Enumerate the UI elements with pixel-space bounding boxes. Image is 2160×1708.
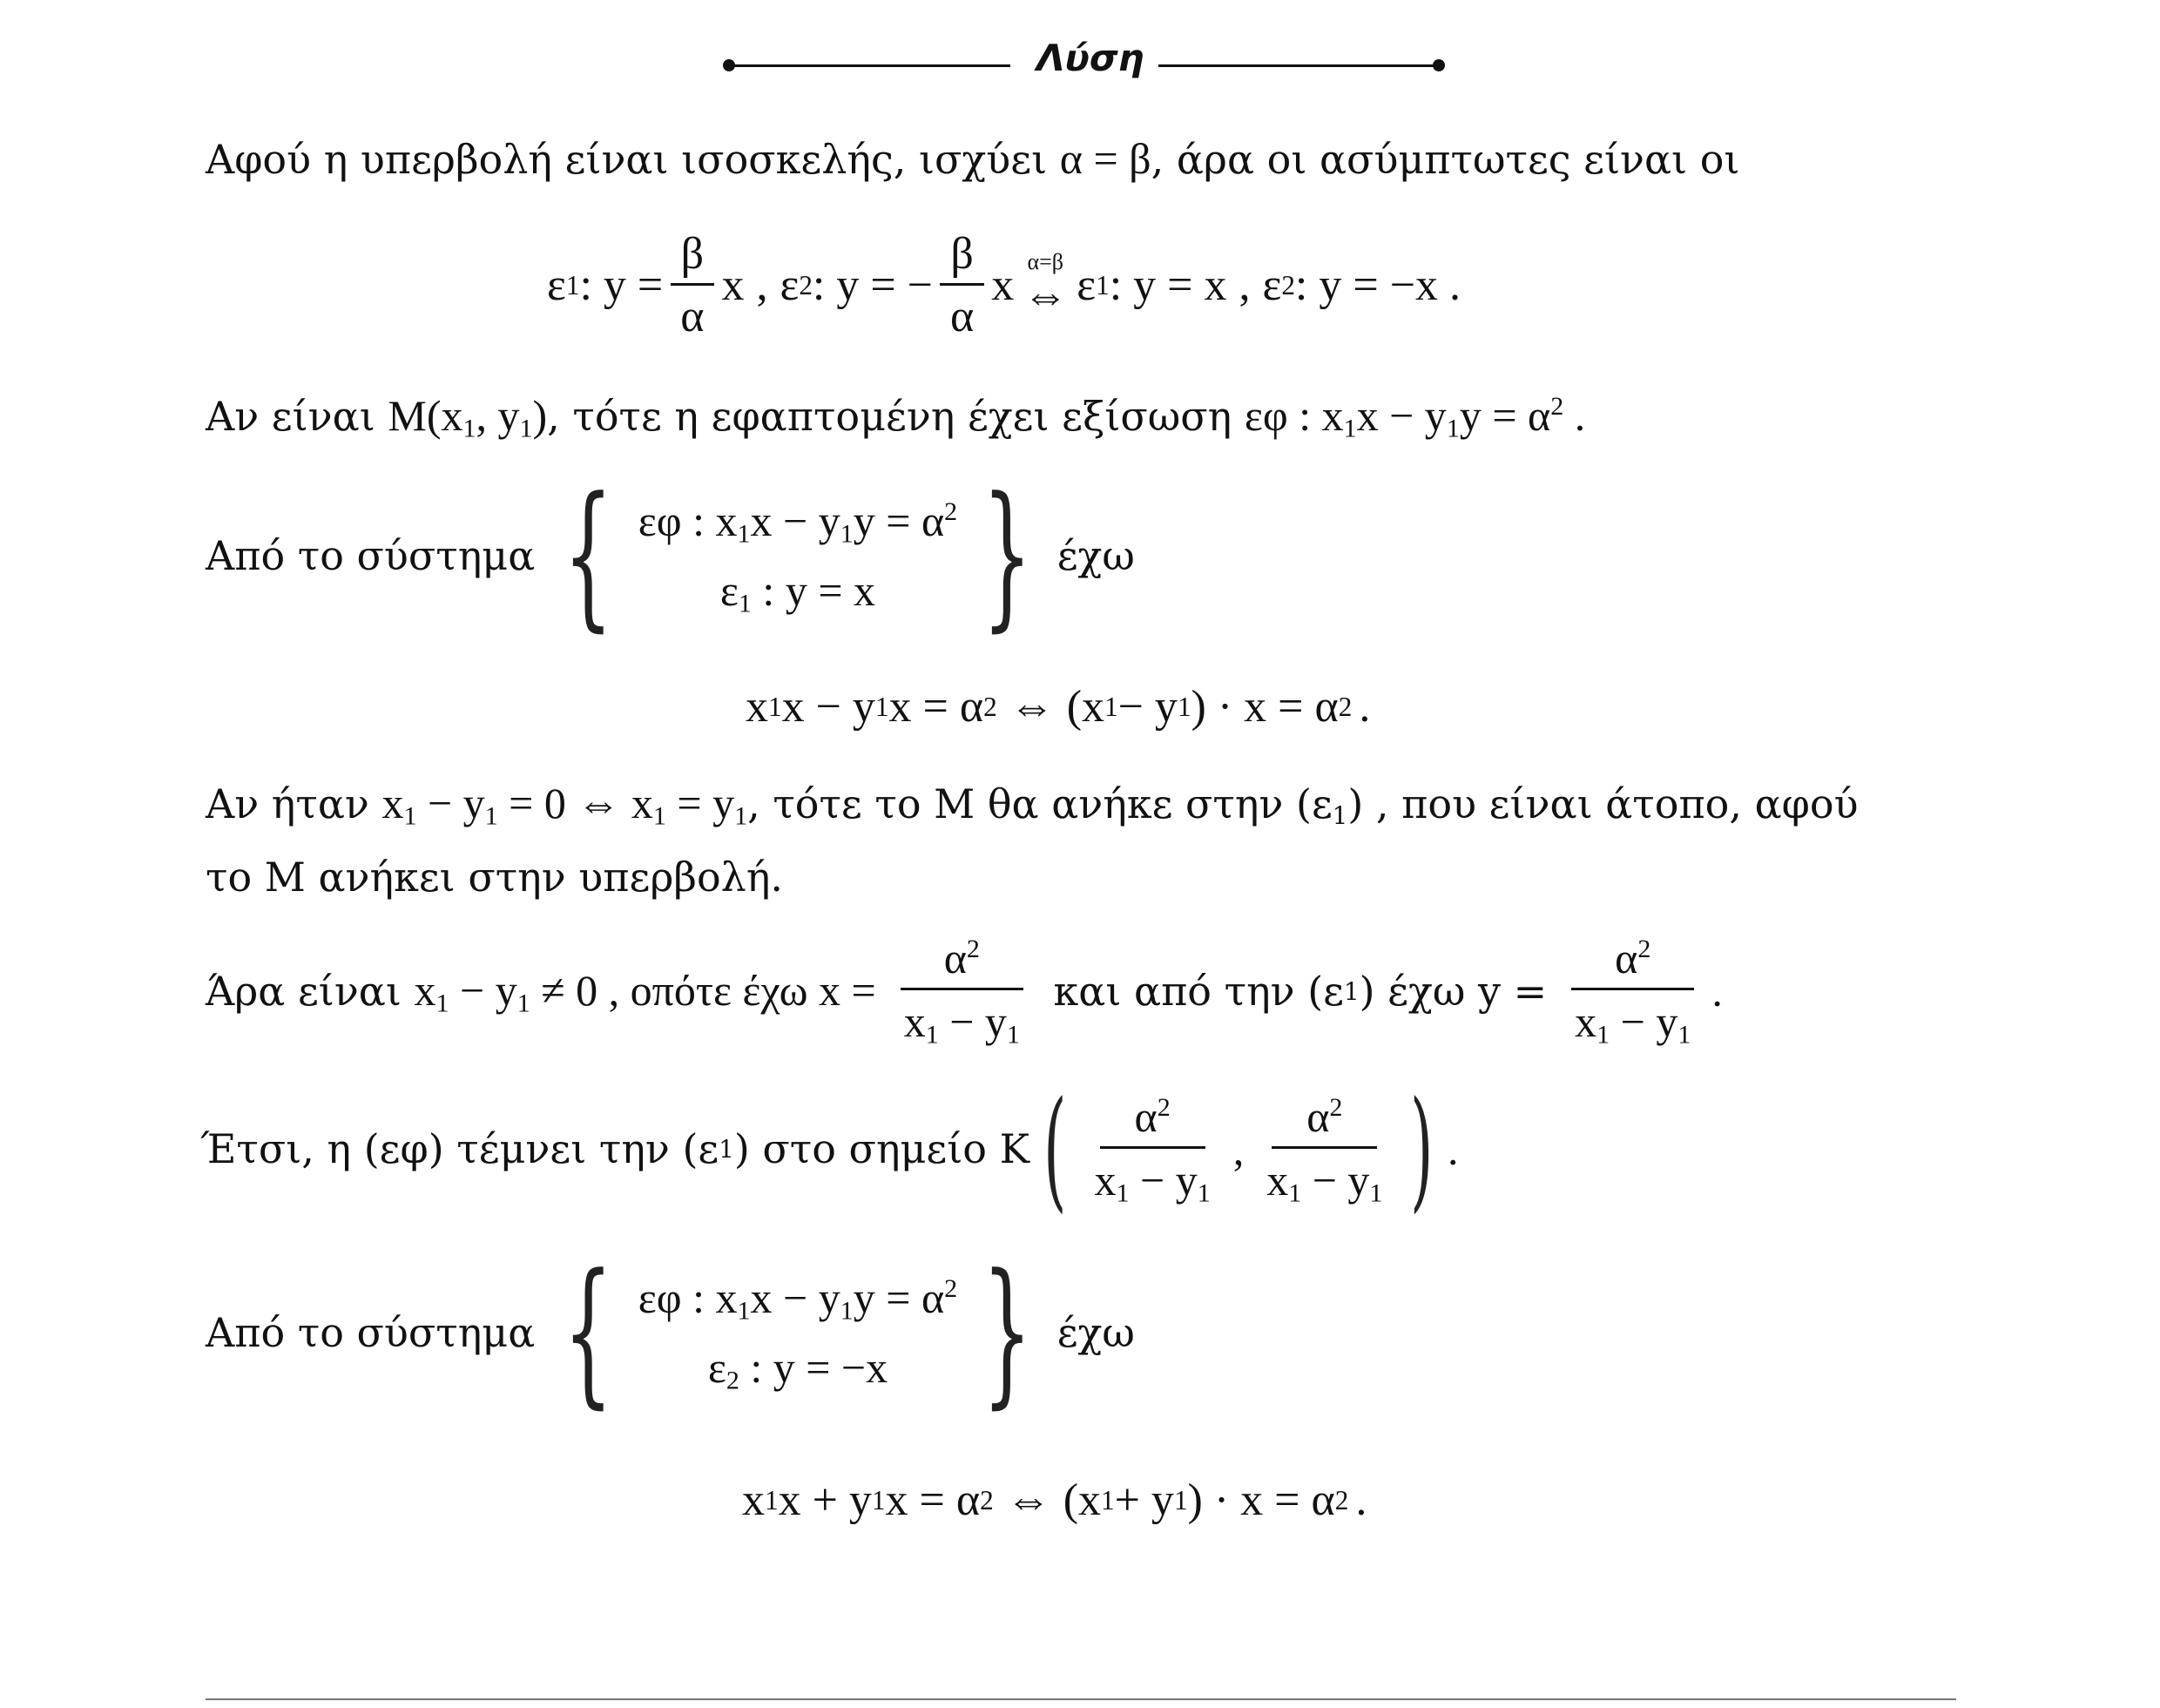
system-2 — [206, 1241, 1135, 1423]
p1-condition: α = β — [1059, 134, 1151, 183]
sub-1: 1 — [734, 801, 748, 831]
p2-lead: Αν είναι — [206, 393, 375, 440]
frac-den — [1084, 1149, 1221, 1210]
eq-part: = y — [665, 779, 735, 827]
sub-1: 1 — [1104, 691, 1118, 722]
system-2-after: έχω — [1056, 1309, 1135, 1356]
eq-x: x — [991, 260, 1015, 310]
epsilon-1: ε — [1077, 260, 1097, 310]
alpha: α — [943, 934, 967, 982]
alpha: α — [1306, 1091, 1330, 1141]
sub-1: 1 — [871, 1484, 886, 1516]
epsilon-1: ε — [547, 260, 566, 310]
eq-part: − y — [938, 997, 1007, 1046]
left-paren: ( — [1043, 1074, 1067, 1225]
system-1-row-1 — [638, 486, 957, 556]
epsilon-2: ε — [780, 260, 800, 310]
eq-part: − y — [1610, 997, 1678, 1046]
eq-part: x — [903, 997, 926, 1046]
left-brace: { — [563, 1241, 614, 1423]
eq-part: : y = x — [751, 566, 876, 615]
eq-part: x — [381, 779, 404, 827]
eq-part: y = α — [1459, 391, 1551, 440]
frac-den: α — [680, 292, 705, 341]
sub-1: 1 — [719, 1135, 734, 1165]
eq-part: εφ : x — [638, 496, 738, 545]
sub-2: 2 — [799, 269, 813, 300]
right-brace: } — [982, 1241, 1033, 1423]
system-2-row-2 — [708, 1333, 888, 1402]
sup-2: 2 — [983, 691, 997, 722]
sub-1: 1 — [1288, 1178, 1302, 1208]
sub-2: 2 — [726, 1366, 739, 1395]
frac-num: β — [940, 228, 983, 286]
sub-1: 1 — [840, 519, 854, 549]
sup-2: 2 — [1550, 392, 1564, 421]
sub-1: 1 — [1096, 269, 1110, 300]
eq-part: εφ : x — [638, 1273, 738, 1322]
sub-1: 1 — [462, 414, 476, 443]
p3-text: , τότε το M θα ανήκε στην (ε — [747, 780, 1333, 827]
sub-1: 1 — [1116, 1178, 1130, 1208]
eq-part: ) · x = α — [1187, 1475, 1335, 1525]
eq-part: − y — [1301, 1155, 1370, 1205]
frac-num — [901, 932, 1023, 990]
point-M — [388, 391, 548, 443]
eq-part: : y = −x — [739, 1343, 888, 1392]
frac-den — [1256, 1149, 1393, 1210]
eq-part: − y — [449, 965, 517, 1015]
sup-2: 2 — [944, 1274, 958, 1303]
fraction-beta-alpha-2 — [940, 228, 984, 342]
sub-1: 1 — [1446, 414, 1460, 443]
equation-3 — [742, 1475, 1367, 1526]
eq-part: ) · x = α — [1191, 682, 1339, 732]
sup-2: 2 — [1637, 935, 1651, 963]
sub-1: 1 — [738, 589, 752, 618]
eq-part: y = α — [853, 496, 945, 545]
eq-part: x − y — [1356, 391, 1447, 440]
result-1: : y = x — [1109, 260, 1227, 310]
eq-part: x — [1094, 1155, 1117, 1205]
sub-1: 1 — [1596, 1020, 1610, 1050]
sub-1: 1 — [519, 414, 533, 443]
p2-sep: , y — [476, 391, 520, 440]
system-2-row-1 — [638, 1263, 957, 1333]
frac-den — [894, 990, 1030, 1051]
asymptotes-equation — [547, 228, 1461, 342]
iff-with-condition — [1023, 249, 1068, 321]
p3-text-end: ) , που είναι άτοπο, αφού — [1347, 780, 1859, 827]
p5-lead: Άρα είναι — [206, 967, 402, 1015]
sub-1: 1 — [737, 1296, 751, 1326]
system-1-rows — [638, 486, 957, 625]
sub-1: 1 — [565, 269, 580, 300]
sub-1: 1 — [925, 1020, 939, 1050]
sub-1: 1 — [652, 801, 666, 831]
sup-2: 2 — [980, 1484, 994, 1516]
eq-part: x − y — [750, 496, 840, 545]
eq-part: (x — [1066, 682, 1105, 732]
heading-title: Λύση — [1036, 37, 1144, 79]
p1-text: Αφού η υπερβολή είναι ισοσκελής, ισχύει — [206, 136, 1048, 183]
sub-1: 1 — [1177, 691, 1191, 722]
eq-end: . — [1359, 682, 1371, 732]
fraction-x — [894, 932, 1030, 1051]
sub-1: 1 — [1006, 1020, 1020, 1050]
eq-part: x + y — [778, 1475, 872, 1525]
right-brace: } — [982, 464, 1033, 646]
p5-math — [415, 964, 876, 1020]
epsilon-2: ε — [1262, 260, 1282, 310]
eq-part: x − y — [750, 1273, 840, 1322]
sub-1: 1 — [435, 989, 449, 1017]
fraction-K-y — [1256, 1090, 1393, 1210]
frac-den — [1564, 990, 1701, 1051]
eq-part: − y — [1129, 1155, 1198, 1205]
heading-right-dot — [1433, 59, 1445, 71]
eq-part: (x — [1063, 1475, 1102, 1525]
alpha: α — [1615, 934, 1638, 982]
frac-num — [1571, 932, 1694, 990]
eq-part: x = α — [885, 1475, 981, 1525]
sub-1: 1 — [403, 801, 417, 831]
sup-2: 2 — [966, 935, 980, 963]
eq-part: x = α — [888, 682, 984, 732]
sub-1: 1 — [1677, 1020, 1691, 1050]
sub-1: 1 — [1332, 800, 1348, 830]
right-paren: ) — [1410, 1074, 1434, 1225]
footer-rule — [206, 1698, 1956, 1700]
p5-end: . — [1711, 967, 1723, 1016]
sub-1: 1 — [1197, 1178, 1211, 1208]
p2-end: . — [1574, 391, 1586, 440]
sub-1: 1 — [1173, 1484, 1188, 1516]
comma: , — [1232, 1125, 1245, 1174]
p6-end: . — [1447, 1125, 1459, 1174]
eq-end: . — [1355, 1475, 1367, 1525]
eq-comma: , — [756, 260, 768, 310]
alpha: α — [1134, 1091, 1158, 1141]
sup-2: 2 — [944, 497, 958, 526]
eq-part: x — [1575, 997, 1597, 1046]
equation-2 — [746, 681, 1370, 732]
heading-right-rule — [1158, 64, 1435, 67]
eq-part: εφ : x — [1244, 391, 1344, 440]
sub-1: 1 — [737, 519, 751, 549]
sub-1: 1 — [484, 801, 498, 831]
system-1 — [206, 464, 1135, 646]
paragraph-solve-x-y — [206, 932, 1723, 1051]
fraction-beta-alpha — [670, 228, 714, 342]
sup-2: 2 — [1157, 1092, 1171, 1122]
p6-mid: ) στο σημείο K — [733, 1125, 1029, 1173]
p5-mid: και από την (ε — [1053, 967, 1344, 1015]
p3-lead: Αν ήταν — [206, 780, 369, 827]
p2-mid: , τότε η εφαπτομένη έχει εξίσωση — [547, 393, 1232, 440]
sub-1: 1 — [1101, 1484, 1115, 1516]
section-heading — [723, 37, 1446, 89]
sub-1: 1 — [765, 1484, 779, 1516]
eq-part: : y = − — [812, 260, 934, 310]
paragraph-isosceles — [206, 132, 1739, 185]
eq-part: x — [746, 682, 768, 732]
system-1-after: έχω — [1056, 532, 1135, 579]
p5-mid2: ) έχω y = — [1359, 967, 1548, 1015]
iff-symbol: ⇔ — [1009, 682, 1055, 732]
sub-1: 1 — [516, 989, 530, 1017]
paragraph-tangent — [206, 389, 1585, 445]
eq-part: ε — [707, 1343, 726, 1392]
paragraph-contradiction — [206, 777, 1859, 833]
sub-1: 1 — [1343, 414, 1357, 443]
p2-M: M(x — [388, 391, 463, 440]
system-1-row-2 — [720, 556, 875, 625]
paragraph-point-K — [200, 1074, 1459, 1225]
eq-comma: , — [1239, 260, 1251, 310]
eq-part: + y — [1114, 1475, 1174, 1525]
p2-close: ) — [532, 391, 548, 440]
system-2-rows — [638, 1263, 957, 1402]
eq-part: : y = — [579, 260, 664, 310]
system-2-label: Από το σύστημα — [206, 1309, 536, 1356]
eq-part: y = α — [853, 1273, 945, 1322]
frac-num: β — [671, 228, 714, 286]
tangent-equation — [1244, 391, 1586, 443]
p4-text: το M ανήκει στην υπερβολή. — [206, 854, 784, 901]
iff-condition: α=β — [1027, 249, 1064, 274]
sub-1: 1 — [874, 691, 889, 722]
p1-rest: , άρα οι ασύμπτωτες είναι οι — [1151, 136, 1740, 183]
p3-math — [381, 779, 748, 831]
result-2: : y = −x . — [1294, 260, 1461, 310]
iff-symbol: ⇔ — [1023, 271, 1069, 321]
fraction-K-x — [1084, 1090, 1221, 1210]
frac-den: α — [950, 292, 975, 341]
sub-1: 1 — [768, 691, 782, 722]
sup-2: 2 — [1338, 691, 1353, 722]
system-1-label: Από το σύστημα — [206, 532, 536, 579]
left-brace: { — [563, 464, 614, 646]
p6-lead: Έτσι, η (εφ) τέμνει την (ε — [200, 1125, 719, 1173]
iff-symbol: ⇔ — [1005, 1475, 1051, 1525]
sup-2: 2 — [1334, 1484, 1349, 1516]
sub-1: 1 — [1344, 976, 1360, 1006]
eq-part: ≠ 0 , οπότε έχω x = — [530, 965, 876, 1015]
fraction-y — [1564, 932, 1701, 1051]
eq-part: = 0 ⇔ x — [497, 779, 653, 827]
eq-part: ε — [719, 566, 739, 615]
eq-part: x − y — [781, 682, 875, 732]
sub-2: 2 — [1281, 269, 1295, 300]
sub-1: 1 — [840, 1296, 854, 1326]
eq-part: x — [414, 965, 436, 1015]
heading-left-rule — [730, 64, 1010, 67]
eq-part: − y — [1117, 682, 1178, 732]
eq-part: x — [1266, 1155, 1289, 1205]
frac-num — [1100, 1090, 1205, 1149]
eq-part: − y — [416, 779, 485, 827]
frac-num — [1272, 1090, 1377, 1149]
sub-1: 1 — [1369, 1178, 1383, 1208]
paragraph-on-hyperbola — [206, 854, 783, 901]
eq-x: x — [721, 260, 745, 310]
sup-2: 2 — [1329, 1092, 1343, 1122]
eq-part: x — [742, 1475, 765, 1525]
